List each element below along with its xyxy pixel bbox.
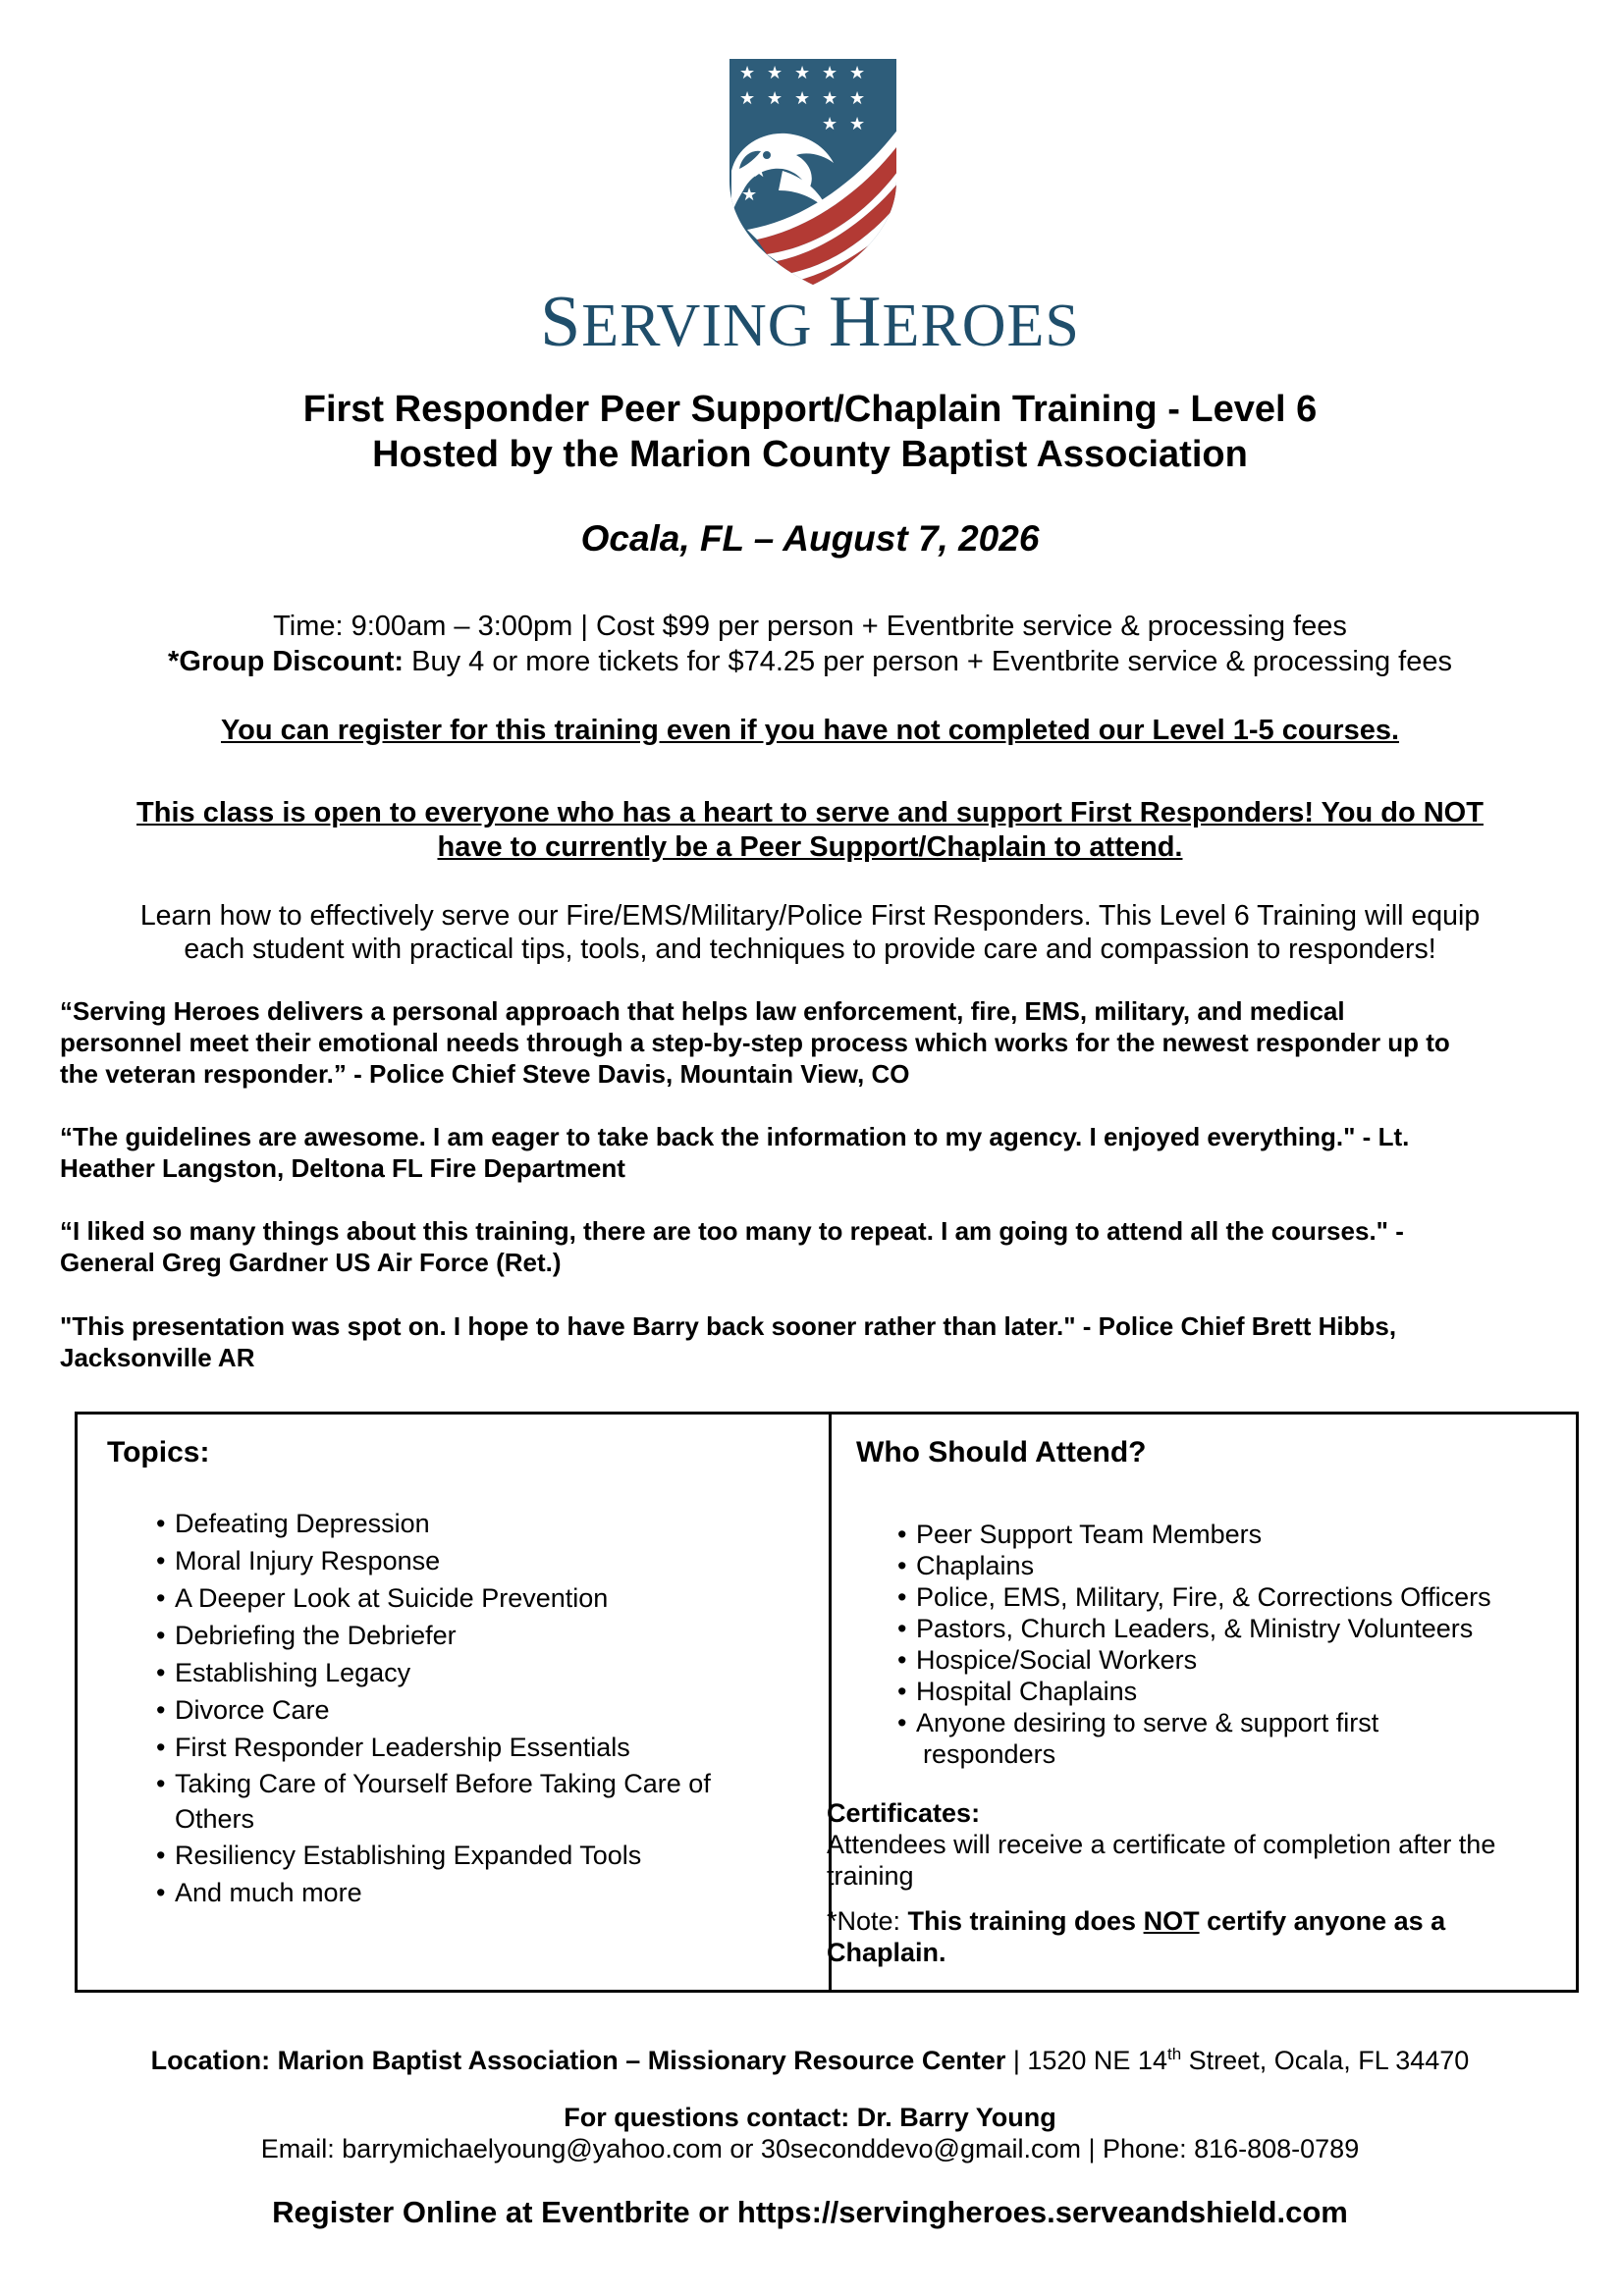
topics-attend-table — [75, 1412, 1579, 1993]
quote-line: "This presentation was spot on. I hope to have Barry back sooner rather than later." - Police Chief Brett Hibbs, — [60, 1311, 1397, 1341]
brand-initial-1: S — [540, 282, 582, 362]
testimonial-quote — [60, 1310, 1572, 1373]
group-discount — [59, 644, 1561, 679]
contact-details: Email: barrymichaelyoung@yahoo.com or 30seconddevo@gmail.com | Phone: 816-808-0789 — [260, 2134, 1360, 2163]
list-item: • Defeating Depression — [156, 1505, 794, 1542]
svg-text:★: ★ — [751, 161, 768, 182]
brand-wordmark — [0, 281, 1620, 364]
title-line-1: First Responder Peer Support/Chaplain Training - Level 6 — [302, 389, 1318, 430]
list-item: • Establishing Legacy — [156, 1654, 794, 1691]
list-item: • Taking Care of Yourself Before Taking Care of — [156, 1766, 794, 1801]
svg-text:★: ★ — [739, 63, 756, 83]
brand-rest-2: EROES — [882, 293, 1080, 359]
svg-text:★: ★ — [741, 185, 758, 205]
location-date: Ocala, FL – August 7, 2026 — [580, 518, 1040, 559]
list-item: • Hospice/Social Workers — [897, 1644, 1560, 1676]
list-item: • A Deeper Look at Suicide Prevention — [156, 1579, 794, 1617]
quote-line: personnel meet their emotional needs through a step-by-step process which works for the newest responder up to — [60, 1028, 1450, 1057]
svg-text:★: ★ — [822, 114, 838, 134]
list-item: • Anyone desiring to serve & support first — [897, 1707, 1560, 1738]
svg-text:★: ★ — [794, 88, 811, 109]
attend-heading: Who Should Attend? — [856, 1436, 1147, 1468]
brand-rest-1: ERVING — [581, 293, 813, 359]
location-address-start: | 1520 NE 14 — [1005, 2046, 1167, 2075]
open-to-everyone-line-1: This class is open to everyone who has a heart to serve and support First Responders! You do NOT — [136, 797, 1484, 828]
certification-note — [827, 1905, 1560, 1937]
list-item: • And much more — [156, 1874, 794, 1911]
eagle-shield-logo — [718, 53, 914, 289]
list-item: • Chaplains — [897, 1550, 1560, 1581]
quote-line: Jacksonville AR — [60, 1343, 255, 1372]
svg-text:★: ★ — [849, 88, 866, 109]
testimonial-quote — [60, 1215, 1572, 1278]
who-should-attend-column — [827, 1436, 1560, 1968]
list-item-continuation: Others — [175, 1804, 255, 1834]
list-item: • Divorce Care — [156, 1691, 794, 1729]
list-item: • Pastors, Church Leaders, & Ministry Volunteers — [897, 1613, 1560, 1644]
svg-text:★: ★ — [794, 63, 811, 83]
certificates-text-line-2: training — [827, 1861, 914, 1891]
list-item: • First Responder Leadership Essentials — [156, 1729, 794, 1766]
list-item: • Debriefing the Debriefer — [156, 1617, 794, 1654]
location-address-end: Street, Ocala, FL 34470 — [1181, 2046, 1470, 2075]
testimonial-quote — [60, 1121, 1572, 1184]
svg-text:★: ★ — [739, 88, 756, 109]
location-suffix: th — [1166, 2045, 1182, 2063]
open-to-everyone-line-2: have to currently be a Peer Support/Chaplain to attend. — [437, 831, 1183, 863]
note-bold-2: certify anyone as a — [1199, 1906, 1446, 1936]
certificates-section — [827, 1797, 1560, 1968]
intro-line-1: Learn how to effectively serve our Fire/EMS/Military/Police First Responders. This Level 6 Training will equip — [139, 900, 1481, 932]
note-prefix: *Note: — [827, 1906, 908, 1936]
quote-line: the veteran responder.” - Police Chief Steve Davis, Mountain View, CO — [60, 1059, 910, 1089]
testimonial-quote — [60, 995, 1572, 1090]
topics-heading: Topics: — [107, 1436, 210, 1468]
certification-note-line-2 — [827, 1937, 1560, 1968]
brand-initial-2: H — [829, 282, 883, 362]
list-item: • Resiliency Establishing Expanded Tools — [156, 1837, 794, 1874]
register-any-level-notice: You can register for this training even if you have not completed our Level 1-5 courses. — [220, 715, 1400, 746]
location-label: Location: Marion Baptist Association – Missionary Resource Center — [150, 2046, 1006, 2075]
topics-list — [156, 1505, 794, 1911]
list-item-continuation: responders — [923, 1739, 1056, 1769]
contact-heading: For questions contact: Dr. Barry Young — [564, 2103, 1056, 2132]
svg-text:★: ★ — [849, 114, 866, 134]
svg-text:★: ★ — [735, 165, 752, 186]
note-line-2: Chaplain. — [827, 1938, 946, 1967]
register-online: Register Online at Eventbrite or https://servingheroes.serveandshield.com — [272, 2195, 1348, 2229]
svg-text:★: ★ — [767, 88, 783, 109]
quote-line: General Greg Gardner US Air Force (Ret.) — [60, 1248, 562, 1277]
svg-text:★: ★ — [822, 88, 838, 109]
group-discount-label: *Group Discount: — [168, 646, 405, 677]
quote-line: “The guidelines are awesome. I am eager to take back the information to my agency. I enjoyed everything." - Lt. — [60, 1122, 1410, 1151]
intro-line-2: each student with practical tips, tools, and techniques to provide care and compassion to responders! — [184, 934, 1436, 965]
svg-text:★: ★ — [849, 63, 866, 83]
list-item: • Hospital Chaplains — [897, 1676, 1560, 1707]
time-cost: Time: 9:00am – 3:00pm | Cost $99 per person + Eventbrite service & processing fees — [273, 611, 1347, 642]
quote-line: “Serving Heroes delivers a personal approach that helps law enforcement, fire, EMS, military, and medical — [60, 996, 1345, 1026]
group-discount-text: Buy 4 or more tickets for $74.25 per person + Eventbrite service & processing fees — [404, 646, 1452, 677]
attend-list — [897, 1519, 1560, 1770]
list-item: • Peer Support Team Members — [897, 1519, 1560, 1550]
note-bold-1: This training does — [907, 1906, 1144, 1936]
svg-text:★: ★ — [822, 63, 838, 83]
event-location — [39, 2038, 1581, 2077]
list-item: • Moral Injury Response — [156, 1542, 794, 1579]
note-not: NOT — [1143, 1906, 1200, 1936]
certificates-heading: Certificates: — [827, 1798, 981, 1828]
quote-line: Heather Langston, Deltona FL Fire Department — [60, 1153, 625, 1183]
topics-column — [107, 1436, 794, 1911]
quote-line: “I liked so many things about this training, there are too many to repeat. I am going to attend all the courses." - — [60, 1216, 1404, 1246]
certificates-text-line-1: Attendees will receive a certificate of completion after the — [827, 1830, 1496, 1859]
svg-text:★: ★ — [767, 63, 783, 83]
list-item: • Police, EMS, Military, Fire, & Corrections Officers — [897, 1581, 1560, 1613]
title-line-2: Hosted by the Marion County Baptist Association — [372, 434, 1248, 475]
